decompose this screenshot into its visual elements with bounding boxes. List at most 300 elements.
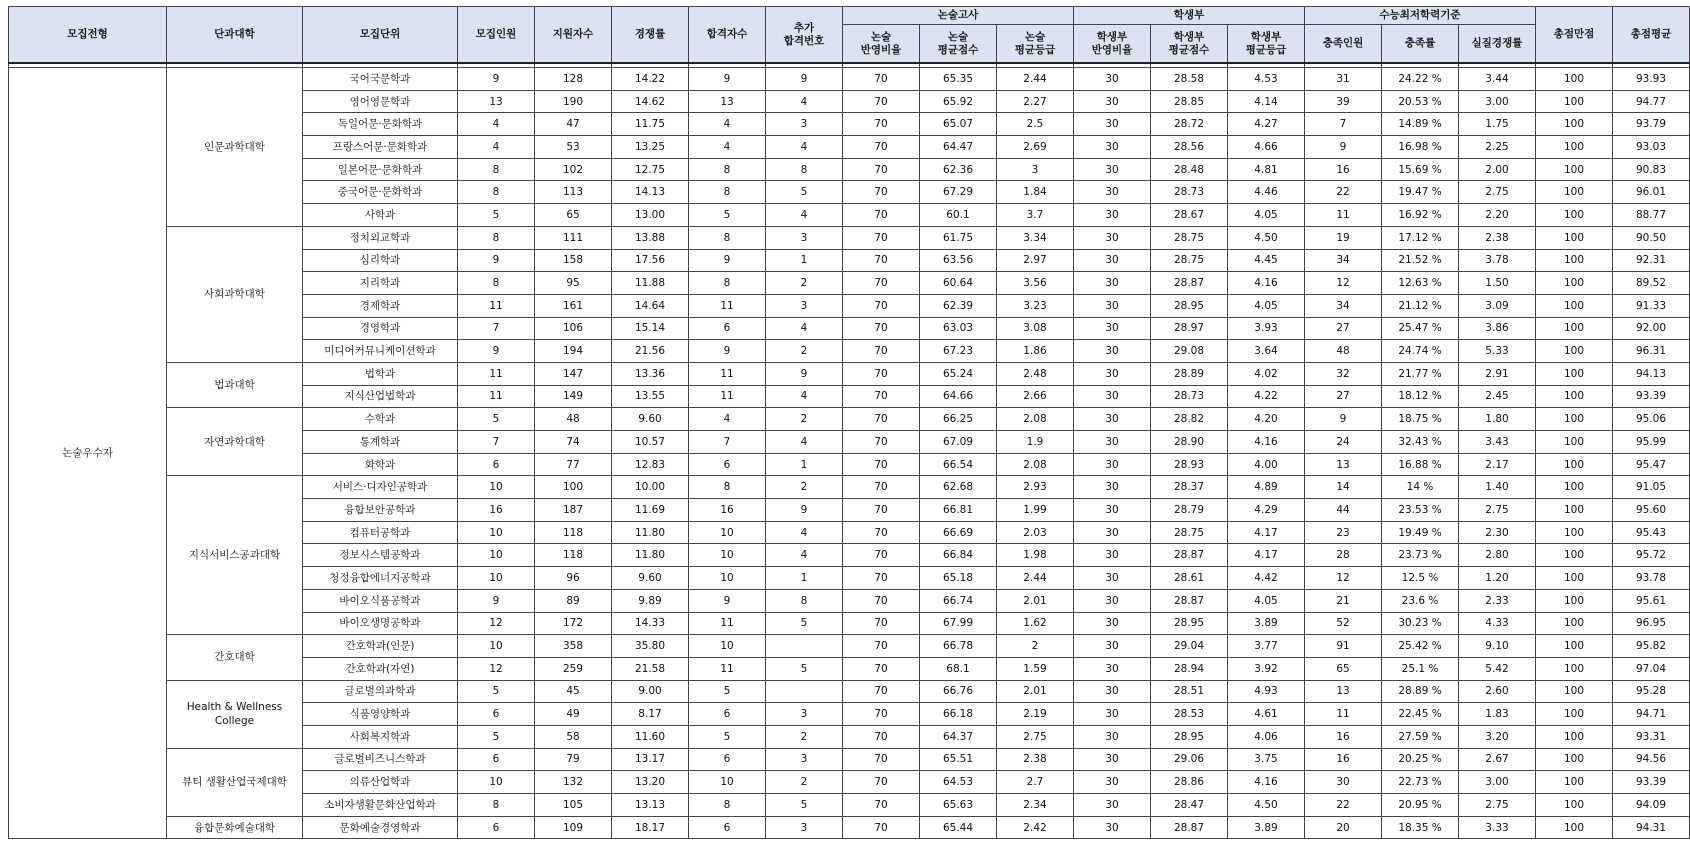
essay-score-cell: 66.25 [920, 408, 997, 431]
csat-rate-cell: 12.5 % [1382, 567, 1459, 590]
applicants-cell: 158 [535, 249, 612, 272]
quota-cell: 10 [458, 567, 535, 590]
quota-cell: 6 [458, 816, 535, 839]
extra-admission-cell: 4 [766, 521, 843, 544]
csat-met-cell: 34 [1305, 294, 1382, 317]
essay-grade-cell: 2.34 [997, 794, 1074, 817]
csat-rate-cell: 25.42 % [1382, 635, 1459, 658]
total-max-cell: 100 [1536, 68, 1613, 91]
header-total-avg: 총점평균 [1613, 7, 1690, 64]
total-max-cell: 100 [1536, 657, 1613, 680]
csat-real-competition-cell: 2.38 [1459, 226, 1536, 249]
unit-cell: 바이오생명공학과 [303, 612, 458, 635]
essay-score-cell: 63.03 [920, 317, 997, 340]
record-score-cell: 28.95 [1151, 612, 1228, 635]
header-extra-line2: 합격번호 [783, 34, 825, 47]
record-score-cell: 28.72 [1151, 113, 1228, 136]
unit-cell: 간호학과(자연) [303, 657, 458, 680]
essay-grade-cell: 1.59 [997, 657, 1074, 680]
essay-ratio-cell: 70 [843, 317, 920, 340]
csat-rate-cell: 22.73 % [1382, 771, 1459, 794]
table-row [9, 226, 1690, 249]
admitted-cell: 13 [689, 90, 766, 113]
unit-cell: 일본어문·문화학과 [303, 158, 458, 181]
competition-cell: 21.56 [612, 340, 689, 363]
unit-cell: 사회복지학과 [303, 725, 458, 748]
csat-real-competition-cell: 2.67 [1459, 748, 1536, 771]
table-row [9, 68, 1690, 91]
essay-grade-cell: 2.27 [997, 90, 1074, 113]
total-max-cell: 100 [1536, 703, 1613, 726]
essay-ratio-cell: 70 [843, 340, 920, 363]
csat-real-competition-cell: 1.20 [1459, 567, 1536, 590]
essay-ratio-cell: 70 [843, 136, 920, 159]
quota-cell: 5 [458, 204, 535, 227]
essay-ratio-cell: 70 [843, 816, 920, 839]
record-score-cell: 29.04 [1151, 635, 1228, 658]
admitted-cell: 7 [689, 431, 766, 454]
quota-cell: 11 [458, 294, 535, 317]
extra-admission-cell: 3 [766, 748, 843, 771]
total-max-cell: 100 [1536, 204, 1613, 227]
table-row [9, 816, 1690, 839]
total-avg-cell: 94.31 [1613, 816, 1690, 839]
essay-ratio-cell: 70 [843, 657, 920, 680]
extra-admission-cell: 9 [766, 499, 843, 522]
essay-score-cell: 65.24 [920, 362, 997, 385]
essay-score-cell: 66.54 [920, 453, 997, 476]
total-avg-cell: 91.05 [1613, 476, 1690, 499]
unit-cell: 간호학과(인문) [303, 635, 458, 658]
essay-score-cell: 64.53 [920, 771, 997, 794]
essay-grade-cell: 2.38 [997, 748, 1074, 771]
admitted-cell: 10 [689, 544, 766, 567]
extra-admission-cell: 5 [766, 181, 843, 204]
unit-cell: 경제학과 [303, 294, 458, 317]
csat-rate-cell: 18.35 % [1382, 816, 1459, 839]
csat-real-competition-cell: 3.44 [1459, 68, 1536, 91]
record-ratio-cell: 30 [1074, 635, 1151, 658]
csat-met-cell: 24 [1305, 431, 1382, 454]
csat-real-competition-cell: 2.20 [1459, 204, 1536, 227]
header-college: 단과대학 [167, 7, 303, 64]
unit-cell: 미디어커뮤니케이션학과 [303, 340, 458, 363]
quota-cell: 8 [458, 181, 535, 204]
record-ratio-cell: 30 [1074, 589, 1151, 612]
csat-real-competition-cell: 3.20 [1459, 725, 1536, 748]
header-essay-grade-line1: 논술 [1024, 30, 1046, 43]
college-cell: 뷰티 생활산업국제대학 [167, 748, 303, 816]
essay-grade-cell: 3.08 [997, 317, 1074, 340]
quota-cell: 13 [458, 90, 535, 113]
admitted-cell: 6 [689, 703, 766, 726]
header-record-grade-line2: 평균등급 [1245, 43, 1287, 56]
quota-cell: 8 [458, 794, 535, 817]
csat-met-cell: 39 [1305, 90, 1382, 113]
csat-rate-cell: 23.6 % [1382, 589, 1459, 612]
essay-grade-cell: 1.62 [997, 612, 1074, 635]
college-cell: 법과대학 [167, 362, 303, 407]
record-ratio-cell: 30 [1074, 226, 1151, 249]
total-max-cell: 100 [1536, 181, 1613, 204]
total-avg-cell: 94.13 [1613, 362, 1690, 385]
quota-cell: 5 [458, 725, 535, 748]
table-row [9, 748, 1690, 771]
record-ratio-cell: 30 [1074, 294, 1151, 317]
competition-cell: 9.60 [612, 408, 689, 431]
competition-cell: 13.17 [612, 748, 689, 771]
essay-ratio-cell: 70 [843, 249, 920, 272]
unit-cell: 융합보안공학과 [303, 499, 458, 522]
extra-admission-cell: 8 [766, 589, 843, 612]
csat-rate-cell: 25.47 % [1382, 317, 1459, 340]
applicants-cell: 74 [535, 431, 612, 454]
unit-cell: 사학과 [303, 204, 458, 227]
csat-rate-cell: 21.52 % [1382, 249, 1459, 272]
total-avg-cell: 90.83 [1613, 158, 1690, 181]
essay-score-cell: 62.39 [920, 294, 997, 317]
record-grade-cell: 4.05 [1228, 294, 1305, 317]
admitted-cell: 9 [689, 68, 766, 91]
essay-grade-cell: 2 [997, 635, 1074, 658]
quota-cell: 10 [458, 521, 535, 544]
competition-cell: 9.60 [612, 567, 689, 590]
record-score-cell: 28.87 [1151, 816, 1228, 839]
header-csat-real-competition: 실질경쟁률 [1459, 25, 1536, 64]
competition-cell: 14.64 [612, 294, 689, 317]
csat-met-cell: 9 [1305, 408, 1382, 431]
record-ratio-cell: 30 [1074, 113, 1151, 136]
extra-admission-cell: 5 [766, 794, 843, 817]
header-applicants: 지원자수 [535, 7, 612, 64]
record-score-cell: 28.94 [1151, 657, 1228, 680]
quota-cell: 10 [458, 635, 535, 658]
record-ratio-cell: 30 [1074, 680, 1151, 703]
unit-cell: 수학과 [303, 408, 458, 431]
unit-cell: 지식산업법학과 [303, 385, 458, 408]
competition-cell: 10.00 [612, 476, 689, 499]
total-max-cell: 100 [1536, 294, 1613, 317]
quota-cell: 8 [458, 226, 535, 249]
essay-grade-cell: 2.5 [997, 113, 1074, 136]
admitted-cell: 9 [689, 589, 766, 612]
record-ratio-cell: 30 [1074, 612, 1151, 635]
total-avg-cell: 93.78 [1613, 567, 1690, 590]
extra-admission-cell: 4 [766, 385, 843, 408]
essay-score-cell: 62.68 [920, 476, 997, 499]
csat-rate-cell: 25.1 % [1382, 657, 1459, 680]
admitted-cell: 6 [689, 317, 766, 340]
csat-real-competition-cell: 3.33 [1459, 816, 1536, 839]
csat-real-competition-cell: 3.86 [1459, 317, 1536, 340]
total-avg-cell: 92.31 [1613, 249, 1690, 272]
competition-cell: 12.75 [612, 158, 689, 181]
essay-ratio-cell: 70 [843, 680, 920, 703]
essay-score-cell: 67.09 [920, 431, 997, 454]
total-max-cell: 100 [1536, 340, 1613, 363]
record-grade-cell: 4.16 [1228, 771, 1305, 794]
essay-score-cell: 68.1 [920, 657, 997, 680]
quota-cell: 4 [458, 136, 535, 159]
csat-real-competition-cell: 1.40 [1459, 476, 1536, 499]
total-max-cell: 100 [1536, 635, 1613, 658]
header-essay-ratio-line2: 반영비율 [860, 43, 902, 56]
essay-grade-cell: 1.99 [997, 499, 1074, 522]
unit-cell: 식품영양학과 [303, 703, 458, 726]
extra-admission-cell: 4 [766, 90, 843, 113]
essay-grade-cell: 2.93 [997, 476, 1074, 499]
csat-real-competition-cell: 1.83 [1459, 703, 1536, 726]
csat-real-competition-cell: 3.00 [1459, 771, 1536, 794]
record-ratio-cell: 30 [1074, 272, 1151, 295]
total-max-cell: 100 [1536, 136, 1613, 159]
unit-cell: 소비자생활문화산업학과 [303, 794, 458, 817]
admitted-cell: 11 [689, 362, 766, 385]
record-ratio-cell: 30 [1074, 794, 1151, 817]
record-ratio-cell: 30 [1074, 136, 1151, 159]
essay-score-cell: 60.1 [920, 204, 997, 227]
admitted-cell: 10 [689, 567, 766, 590]
quota-cell: 4 [458, 113, 535, 136]
quota-cell: 5 [458, 408, 535, 431]
competition-cell: 11.60 [612, 725, 689, 748]
competition-cell: 13.88 [612, 226, 689, 249]
unit-cell: 바이오식품공학과 [303, 589, 458, 612]
essay-score-cell: 65.44 [920, 816, 997, 839]
admitted-cell: 8 [689, 794, 766, 817]
applicants-cell: 113 [535, 181, 612, 204]
csat-met-cell: 28 [1305, 544, 1382, 567]
record-score-cell: 28.48 [1151, 158, 1228, 181]
essay-score-cell: 67.23 [920, 340, 997, 363]
csat-rate-cell: 20.95 % [1382, 794, 1459, 817]
competition-cell: 15.14 [612, 317, 689, 340]
quota-cell: 12 [458, 612, 535, 635]
unit-cell: 글로벌비즈니스학과 [303, 748, 458, 771]
essay-ratio-cell: 70 [843, 476, 920, 499]
essay-grade-cell: 1.86 [997, 340, 1074, 363]
record-grade-cell: 4.02 [1228, 362, 1305, 385]
extra-admission-cell: 2 [766, 340, 843, 363]
admitted-cell: 11 [689, 612, 766, 635]
essay-ratio-cell: 70 [843, 226, 920, 249]
essay-score-cell: 67.99 [920, 612, 997, 635]
essay-ratio-cell: 70 [843, 408, 920, 431]
total-max-cell: 100 [1536, 362, 1613, 385]
extra-admission-cell: 3 [766, 703, 843, 726]
admitted-cell: 5 [689, 680, 766, 703]
csat-met-cell: 30 [1305, 771, 1382, 794]
applicants-cell: 77 [535, 453, 612, 476]
csat-rate-cell: 30.23 % [1382, 612, 1459, 635]
record-grade-cell: 4.16 [1228, 272, 1305, 295]
record-score-cell: 28.95 [1151, 294, 1228, 317]
record-score-cell: 28.82 [1151, 408, 1228, 431]
csat-met-cell: 52 [1305, 612, 1382, 635]
applicants-cell: 102 [535, 158, 612, 181]
essay-ratio-cell: 70 [843, 90, 920, 113]
essay-grade-cell: 2.01 [997, 680, 1074, 703]
record-score-cell: 28.75 [1151, 249, 1228, 272]
record-score-cell: 28.56 [1151, 136, 1228, 159]
csat-met-cell: 32 [1305, 362, 1382, 385]
extra-admission-cell [766, 680, 843, 703]
essay-score-cell: 63.56 [920, 249, 997, 272]
total-max-cell: 100 [1536, 725, 1613, 748]
extra-admission-cell: 4 [766, 431, 843, 454]
quota-cell: 6 [458, 453, 535, 476]
competition-cell: 21.58 [612, 657, 689, 680]
total-avg-cell: 88.77 [1613, 204, 1690, 227]
essay-grade-cell: 2.42 [997, 816, 1074, 839]
unit-cell: 중국어문·문화학과 [303, 181, 458, 204]
unit-cell: 의류산업학과 [303, 771, 458, 794]
total-max-cell: 100 [1536, 453, 1613, 476]
applicants-cell: 45 [535, 680, 612, 703]
admitted-cell: 16 [689, 499, 766, 522]
applicants-cell: 65 [535, 204, 612, 227]
admitted-cell: 10 [689, 635, 766, 658]
essay-ratio-cell: 70 [843, 68, 920, 91]
unit-cell: 법학과 [303, 362, 458, 385]
header-competition: 경쟁률 [612, 7, 689, 64]
extra-admission-cell: 1 [766, 249, 843, 272]
record-score-cell: 28.51 [1151, 680, 1228, 703]
csat-real-competition-cell: 9.10 [1459, 635, 1536, 658]
applicants-cell: 149 [535, 385, 612, 408]
record-score-cell: 28.67 [1151, 204, 1228, 227]
applicants-cell: 58 [535, 725, 612, 748]
essay-grade-cell: 1.98 [997, 544, 1074, 567]
competition-cell: 35.80 [612, 635, 689, 658]
extra-admission-cell: 2 [766, 272, 843, 295]
competition-cell: 13.55 [612, 385, 689, 408]
csat-rate-cell: 16.98 % [1382, 136, 1459, 159]
csat-real-competition-cell: 2.25 [1459, 136, 1536, 159]
admitted-cell: 6 [689, 453, 766, 476]
unit-cell: 글로벌의과학과 [303, 680, 458, 703]
quota-cell: 12 [458, 657, 535, 680]
unit-cell: 정보시스템공학과 [303, 544, 458, 567]
csat-met-cell: 11 [1305, 703, 1382, 726]
competition-cell: 18.17 [612, 816, 689, 839]
competition-cell: 13.20 [612, 771, 689, 794]
essay-ratio-cell: 70 [843, 431, 920, 454]
essay-ratio-cell: 70 [843, 362, 920, 385]
essay-grade-cell: 2.19 [997, 703, 1074, 726]
csat-met-cell: 22 [1305, 794, 1382, 817]
competition-cell: 13.36 [612, 362, 689, 385]
csat-rate-cell: 32.43 % [1382, 431, 1459, 454]
unit-cell: 정치외교학과 [303, 226, 458, 249]
total-avg-cell: 95.43 [1613, 521, 1690, 544]
applicants-cell: 53 [535, 136, 612, 159]
competition-cell: 17.56 [612, 249, 689, 272]
record-ratio-cell: 30 [1074, 544, 1151, 567]
record-ratio-cell: 30 [1074, 317, 1151, 340]
record-ratio-cell: 30 [1074, 657, 1151, 680]
quota-cell: 6 [458, 703, 535, 726]
quota-cell: 10 [458, 476, 535, 499]
essay-ratio-cell: 70 [843, 794, 920, 817]
record-grade-cell: 4.22 [1228, 385, 1305, 408]
header-essay-group: 논술고사 [843, 7, 1074, 25]
total-max-cell: 100 [1536, 113, 1613, 136]
total-avg-cell: 94.09 [1613, 794, 1690, 817]
quota-cell: 7 [458, 431, 535, 454]
csat-rate-cell: 16.88 % [1382, 453, 1459, 476]
csat-met-cell: 22 [1305, 181, 1382, 204]
record-score-cell: 28.93 [1151, 453, 1228, 476]
csat-met-cell: 65 [1305, 657, 1382, 680]
applicants-cell: 95 [535, 272, 612, 295]
record-ratio-cell: 30 [1074, 90, 1151, 113]
header-extra-line1: 추가 [793, 21, 815, 34]
csat-met-cell: 7 [1305, 113, 1382, 136]
csat-met-cell: 27 [1305, 385, 1382, 408]
competition-cell: 11.75 [612, 113, 689, 136]
header-essay-ratio [843, 25, 920, 64]
record-grade-cell: 4.27 [1228, 113, 1305, 136]
applicants-cell: 358 [535, 635, 612, 658]
admitted-cell: 5 [689, 204, 766, 227]
essay-ratio-cell: 70 [843, 612, 920, 635]
csat-real-competition-cell: 2.45 [1459, 385, 1536, 408]
total-avg-cell: 97.04 [1613, 657, 1690, 680]
csat-real-competition-cell: 1.50 [1459, 272, 1536, 295]
csat-met-cell: 34 [1305, 249, 1382, 272]
recruit-type-cell: 논술우수자 [9, 68, 167, 839]
quota-cell: 7 [458, 317, 535, 340]
admitted-cell: 4 [689, 136, 766, 159]
quota-cell: 10 [458, 544, 535, 567]
extra-admission-cell: 4 [766, 317, 843, 340]
record-grade-cell: 4.06 [1228, 725, 1305, 748]
total-max-cell: 100 [1536, 249, 1613, 272]
record-ratio-cell: 30 [1074, 703, 1151, 726]
total-avg-cell: 96.31 [1613, 340, 1690, 363]
total-avg-cell: 95.72 [1613, 544, 1690, 567]
applicants-cell: 79 [535, 748, 612, 771]
table-row [9, 635, 1690, 658]
total-max-cell: 100 [1536, 408, 1613, 431]
admitted-cell: 9 [689, 249, 766, 272]
essay-ratio-cell: 70 [843, 544, 920, 567]
csat-met-cell: 44 [1305, 499, 1382, 522]
csat-rate-cell: 15.69 % [1382, 158, 1459, 181]
essay-ratio-cell: 70 [843, 294, 920, 317]
quota-cell: 10 [458, 771, 535, 794]
csat-met-cell: 16 [1305, 748, 1382, 771]
csat-met-cell: 19 [1305, 226, 1382, 249]
essay-grade-cell: 2.08 [997, 453, 1074, 476]
total-avg-cell: 96.95 [1613, 612, 1690, 635]
essay-ratio-cell: 70 [843, 748, 920, 771]
applicants-cell: 96 [535, 567, 612, 590]
essay-ratio-cell: 70 [843, 181, 920, 204]
essay-ratio-cell: 70 [843, 771, 920, 794]
admitted-cell: 6 [689, 748, 766, 771]
extra-admission-cell: 3 [766, 294, 843, 317]
essay-ratio-cell: 70 [843, 158, 920, 181]
extra-admission-cell: 5 [766, 612, 843, 635]
csat-rate-cell: 19.49 % [1382, 521, 1459, 544]
record-grade-cell: 4.29 [1228, 499, 1305, 522]
essay-grade-cell: 3 [997, 158, 1074, 181]
essay-score-cell: 66.81 [920, 499, 997, 522]
csat-rate-cell: 14.89 % [1382, 113, 1459, 136]
csat-rate-cell: 21.77 % [1382, 362, 1459, 385]
